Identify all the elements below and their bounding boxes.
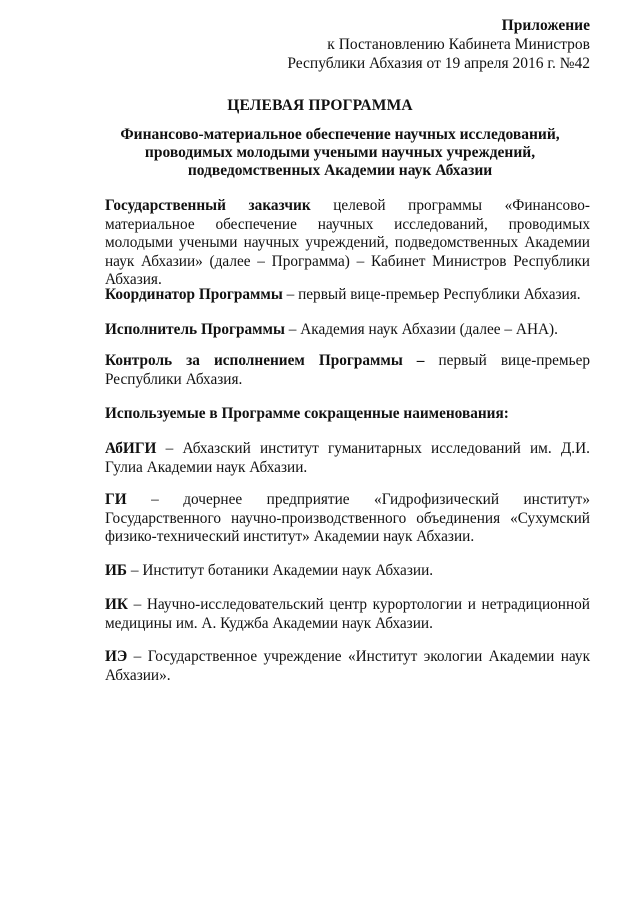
abbrev-gi (105, 491, 590, 547)
text-ie: – Государственное учреждение «Институт экологии Академии наук Абхазии». (105, 648, 590, 684)
term-ie: ИЭ (105, 648, 128, 665)
text-abigi: – Абхазский институт гуманитарных исследований им. Д.И. Гулиа Академии наук Абхазии. (105, 440, 590, 476)
document-title: ЦЕЛЕВАЯ ПРОГРАММА (227, 97, 413, 114)
abbrev-abigi (105, 440, 590, 477)
term-control: Контроль за исполнением Программы – (105, 352, 425, 369)
term-customer: Государственный заказчик (105, 197, 311, 214)
text-ik: – Научно-исследовательский центр курортологии и нетрадиционной медицины им. А. Куджба Академии наук Абхазии. (105, 596, 590, 632)
term-abigi: АбИГИ (105, 440, 157, 457)
subtitle-line-3: подведомственных Академии наук Абхазии (187, 162, 493, 179)
term-executor: Исполнитель Программы (105, 321, 285, 338)
attachment-line-2: Республики Абхазия от 19 апреля 2016 г. №42 (287, 55, 590, 72)
paragraph-executor (105, 321, 590, 340)
text-executor: – Академия наук Абхазии (далее – АНА). (284, 321, 558, 338)
attachment-label: Приложение (501, 17, 590, 34)
abbrev-ib (105, 562, 590, 581)
program-subtitle (100, 126, 580, 180)
subtitle-line-1: Финансово-материальное обеспечение научных исследований, (120, 126, 560, 143)
term-gi: ГИ (105, 491, 127, 508)
paragraph-customer (105, 197, 590, 290)
attachment-line-1: к Постановлению Кабинета Министров (327, 36, 590, 53)
text-ib: – Институт ботаники Академии наук Абхазии. (127, 562, 434, 579)
abbreviations-heading-text: Используемые в Программе сокращенные наименования: (105, 405, 509, 422)
attachment-header (287, 16, 590, 73)
subtitle-line-2: проводимых молодыми учеными научных учреждений, (144, 144, 536, 161)
text-control: первый вице-премьер Республики Абхазия. (105, 352, 591, 388)
abbrev-ik (105, 596, 590, 633)
abbrev-ie (105, 648, 590, 685)
paragraph-control (105, 352, 590, 389)
term-ik: ИК (105, 596, 128, 613)
abbreviations-heading (105, 405, 590, 424)
text-customer: целевой программы «Финансово-материальное обеспечение научных исследований, проводимых молодыми учеными научных учреждений, подведомственных Академии наук Абхазии» (далее – Программа) – Кабинет Министров Республики Абхазия. (105, 197, 590, 288)
text-gi: – дочернее предприятие «Гидрофизический институт» Государственного научно-производственного объединения «Сухумский физико-технический институт» Академии наук Абхазии. (105, 491, 590, 545)
text-coordinator: – первый вице-премьер Республики Абхазия. (282, 286, 581, 303)
term-ib: ИБ (105, 562, 128, 579)
term-coordinator: Координатор Программы (105, 286, 283, 303)
paragraph-coordinator (105, 286, 590, 305)
